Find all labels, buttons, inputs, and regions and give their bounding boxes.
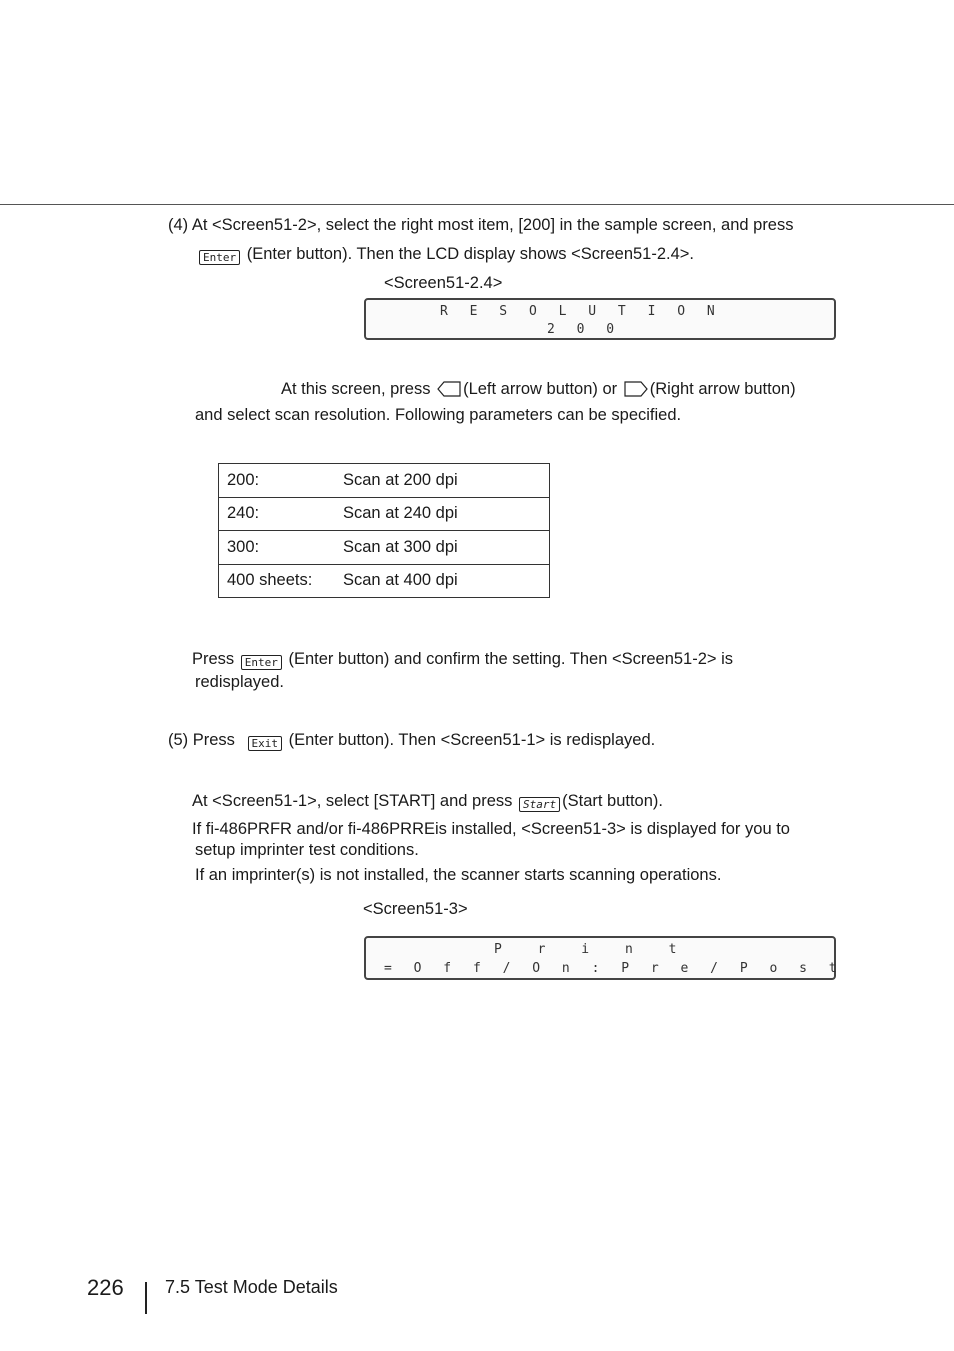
step5-rest: (Enter button). Then <Screen51-1> is redisplayed. xyxy=(288,731,656,749)
arrows-para-prefix: At this screen, press xyxy=(281,380,431,398)
param-cell: 400 sheets: xyxy=(219,564,336,598)
desc-cell: Scan at 240 dpi xyxy=(335,497,550,531)
screen-3-caption: <Screen51-3> xyxy=(363,900,468,918)
desc-cell: Scan at 300 dpi xyxy=(335,531,550,565)
footer-divider xyxy=(145,1282,147,1314)
imprinter-line1: If fi-486PRFR and/or fi-486PRREis installed, <Screen51-3> is displayed for you to xyxy=(192,820,790,838)
step5-line xyxy=(168,731,655,751)
header-rule xyxy=(0,204,954,205)
enter-key-icon: Enter xyxy=(199,250,240,265)
desc-cell: Scan at 200 dpi xyxy=(335,464,550,498)
enter-key-icon: Enter xyxy=(241,655,282,670)
step4-line2-text: (Enter button). Then the LCD display shows <Screen51-2.4>. xyxy=(246,245,694,263)
param-cell: 200: xyxy=(219,464,336,498)
resolution-table xyxy=(218,463,550,598)
page-number: 226 xyxy=(87,1275,124,1300)
lcd-screen-24 xyxy=(364,298,836,340)
param-cell: 240: xyxy=(219,497,336,531)
arrows-para-line2: and select scan resolution. Following parameters can be specified. xyxy=(195,406,682,424)
desc-cell: Scan at 400 dpi xyxy=(335,564,550,598)
right-arrow-icon xyxy=(624,381,648,397)
table-row xyxy=(219,464,550,498)
param-cell: 300: xyxy=(219,531,336,565)
left-arrow-icon xyxy=(437,381,461,397)
arrows-para-line1 xyxy=(281,380,796,399)
step4-line1: (4) At <Screen51-2>, select the right most item, [200] in the sample screen, and press xyxy=(168,216,794,234)
imprinter-line2: setup imprinter test conditions. xyxy=(195,841,419,859)
start-key-icon: Start xyxy=(519,797,560,812)
start-prefix: At <Screen51-1>, select [START] and press xyxy=(192,792,513,810)
exit-key-icon: Exit xyxy=(248,736,283,751)
confirm-para-line2: redisplayed. xyxy=(195,673,284,691)
right-arrow-label: (Right arrow button) xyxy=(649,380,796,398)
lcd-screen-3 xyxy=(364,936,844,980)
table-row xyxy=(219,531,550,565)
lcd-line-print: P r i n t xyxy=(494,942,691,957)
left-arrow-label: (Left arrow button) or xyxy=(463,380,618,398)
footer-section-title: 7.5 Test Mode Details xyxy=(165,1277,338,1297)
step4-line2 xyxy=(197,245,694,265)
start-para-line xyxy=(192,792,663,812)
confirm-rest: (Enter button) and confirm the setting. Then <Screen51-2> is xyxy=(288,650,734,668)
table-row xyxy=(219,564,550,598)
screen-24-caption: <Screen51-2.4> xyxy=(384,274,503,292)
step5-prefix: (5) Press xyxy=(168,731,235,749)
lcd-line-resolution: R E S O L U T I O N xyxy=(440,304,722,319)
table-row xyxy=(219,497,550,531)
confirm-prefix: Press xyxy=(192,650,235,668)
confirm-para-line1 xyxy=(192,650,733,670)
lcd-line-options: = O f f / O n : P r e / P o s t xyxy=(384,961,844,976)
lcd-line-value: 2 0 0 xyxy=(547,322,622,337)
imprinter-line3: If an imprinter(s) is not installed, the scanner starts scanning operations. xyxy=(195,866,722,884)
start-rest: (Start button). xyxy=(562,792,663,810)
